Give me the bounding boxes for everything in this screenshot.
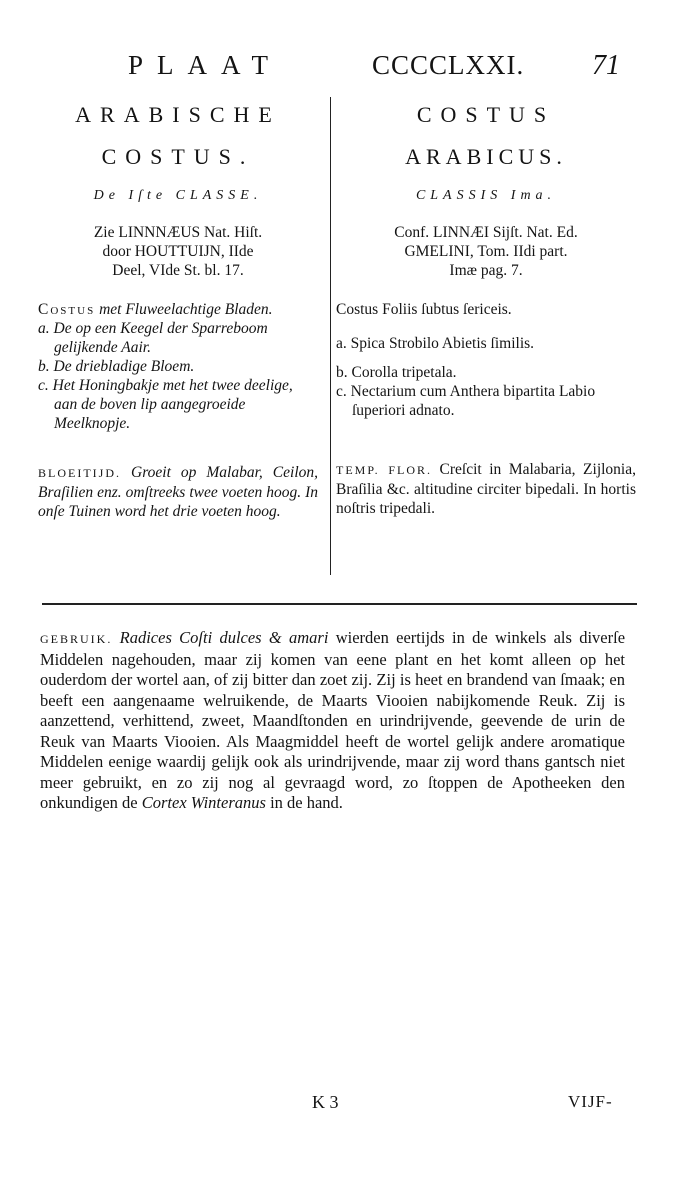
- page-number: 71: [592, 50, 620, 81]
- left-description: [38, 300, 318, 319]
- right-item-a: a. Spica Strobilo Abietis ſimilis.: [336, 335, 535, 352]
- catchword: VIJF-: [568, 1092, 613, 1111]
- right-description: Costus Foliis ſubtus ſericeis.: [336, 301, 512, 318]
- gebruik-paragraph: [40, 628, 625, 814]
- left-bloei-text: Groeit op Malabar, Ceilon, Braſilien enz. omſtreeks twee voeten hoog. In onſe Tuinen word het drie voeten hoog.: [38, 464, 318, 520]
- right-ref-2: GMELINI, Tom. IIdi part.: [404, 243, 568, 260]
- right-column: [336, 100, 636, 518]
- right-item-c: c. Nectarium cum Anthera bipartita Labio ſuperiori adnato.: [336, 383, 596, 419]
- left-desc-caps: Costus: [38, 301, 96, 318]
- left-ref-2: door HOUTTUIJN, IIde: [102, 243, 254, 260]
- right-heading-2: ARABICUS.: [405, 144, 567, 169]
- left-bloei-label: BLOEITIJD.: [38, 466, 121, 480]
- left-desc-rest: met Fluweelachtige Bladen.: [99, 301, 273, 318]
- left-bloeitijd: [38, 463, 318, 521]
- left-column: [38, 100, 318, 521]
- right-ref-1: Conf. LINNÆI Sijſt. Nat. Ed.: [394, 224, 578, 241]
- gebruik-italic-lead: Radices Coſti dulces & amari: [119, 628, 329, 647]
- plate-title: PLAAT: [128, 50, 283, 80]
- right-ref-3: Imæ pag. 7.: [449, 262, 523, 279]
- left-item-b: b. De driebladige Bloem.: [38, 358, 195, 375]
- gebruik-text: wierden eertijds in de winkels als diverſe Middelen nagehouden, maar zij komen van eene plant en het komt alleen op het ouderdom der wortel aan, of zij bitter dan zoet zij. Zij is heet en brandend van ſmaak; en beeft een aangenaame welruikende, de Maarts Viooien nabijkomende Reuk. Zij is aanzettend, verhittend, zweet, Maandſtonden en urindrijvende, geevende de urin de Reuk van Maarts Viooien. Als Maagmiddel heeft de wortel gelijk andere aromatique Middelen eenige waardij gelijk ook als urindrijvende, maar zij word thans gantsch niet meer gebruikt, en zo zij nog al gevraagd word, zo ſtoppen de Apotheeken den onkundigen de: [40, 628, 626, 812]
- gebruik-text-end: in de hand.: [270, 793, 343, 812]
- left-class: De Iſte CLASSE.: [93, 188, 263, 203]
- gebruik-italic-end: Cortex Winteranus: [141, 793, 266, 812]
- signature-mark: K 3: [312, 1092, 339, 1112]
- left-ref-1: Zie LINNNÆUS Nat. Hiſt.: [93, 224, 263, 241]
- column-divider: [330, 97, 331, 575]
- left-heading-1: ARABISCHE: [75, 102, 281, 127]
- right-temp-text: Creſcit in Malabaria, Zijlonia, Braſilia &c. altitudine circiter bipedali. In hortis noſtris tripedali.: [336, 461, 636, 517]
- right-item-b: b. Corolla tripetala.: [336, 364, 457, 381]
- horizontal-rule: [42, 603, 637, 605]
- plate-number: CCCCLXXI.: [372, 50, 525, 80]
- left-item-a: a. De op een Keegel der Sparreboom gelijkende Aair.: [38, 320, 268, 356]
- right-temp-label: TEMP. FLOR.: [336, 463, 432, 477]
- left-item-c: c. Het Honingbakje met het twee deelige, aan de boven lip aangegroeide Meelknopje.: [38, 377, 293, 432]
- right-heading-1: COSTUS: [416, 102, 556, 127]
- left-heading-2: COSTUS.: [101, 144, 255, 169]
- left-ref-3: Deel, VIde St. bl. 17.: [112, 262, 244, 279]
- gebruik-label: GEBRUIK.: [40, 632, 113, 646]
- right-temp-flor: [336, 460, 636, 518]
- right-class: CLASSIS Ima.: [415, 188, 557, 203]
